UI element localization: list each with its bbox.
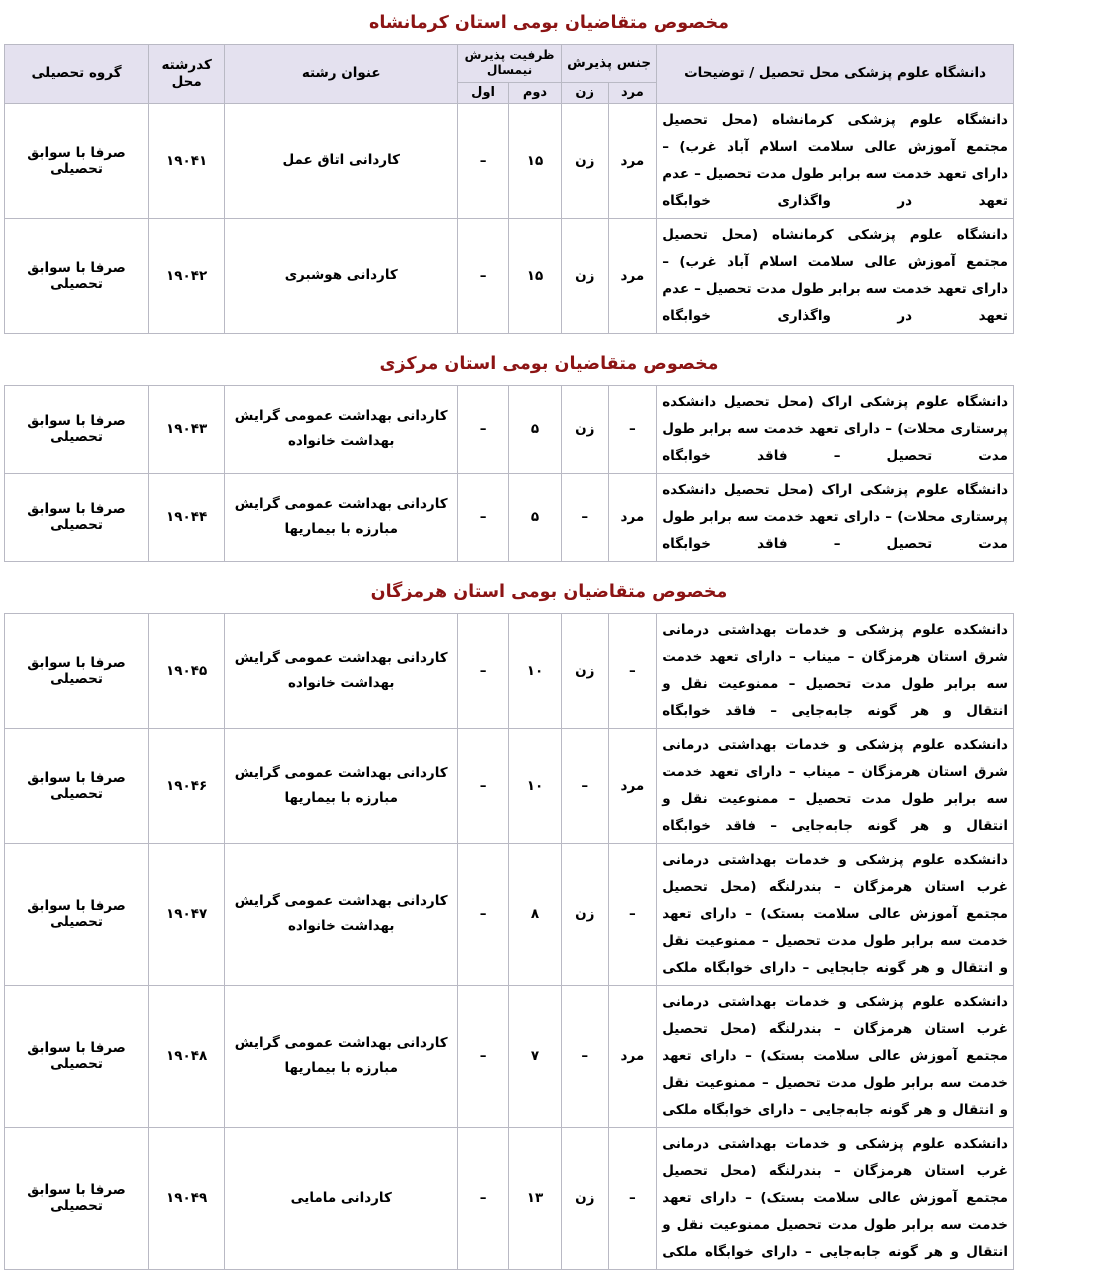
col-header-place-code: کدرشته محل	[149, 45, 225, 104]
cell-gender-female: زن	[561, 218, 608, 333]
cell-gender-female: زن	[561, 103, 608, 218]
col-header-description: دانشگاه علوم پزشکی محل تحصیل / توضیحات	[657, 45, 1014, 104]
cell-semester-first: –	[458, 1127, 509, 1269]
table-row	[5, 473, 1014, 561]
cell-place-code: ۱۹۰۴۵	[149, 613, 225, 728]
table-row	[5, 613, 1014, 728]
col-header-gender-male: مرد	[608, 82, 657, 103]
cell-semester-second: ۱۵	[509, 218, 562, 333]
cell-gender-male: –	[608, 613, 657, 728]
cell-description: دانشکده علوم پزشکی و خدمات بهداشتی درمانی شرق استان هرمزگان – میناب – دارای تعهد خدمت سه برابر طول مدت تحصیل – ممنوعیت نقل و انتقال و هر گونه جابه‌جایی – فاقد خوابگاه	[657, 728, 1014, 843]
cell-study-group: صرفا با سوابق تحصیلی	[5, 218, 149, 333]
cell-gender-male: مرد	[608, 985, 657, 1127]
cell-semester-first: –	[458, 218, 509, 333]
cell-gender-female: –	[561, 728, 608, 843]
col-header-semester-first: اول	[458, 82, 509, 103]
cell-gender-male: –	[608, 1127, 657, 1269]
col-header-semester-second: دوم	[509, 82, 562, 103]
cell-place-code: ۱۹۰۴۱	[149, 103, 225, 218]
cell-field-title: کاردانی اتاق عمل	[225, 103, 458, 218]
section-title-kermanshah: مخصوص متقاضیان بومی استان کرمانشاه	[369, 13, 729, 33]
col-header-gender-female: زن	[561, 82, 608, 103]
cell-study-group: صرفا با سوابق تحصیلی	[5, 385, 149, 473]
table-header	[5, 45, 1014, 104]
cell-study-group: صرفا با سوابق تحصیلی	[5, 613, 149, 728]
cell-description: دانشکده علوم پزشکی و خدمات بهداشتی درمانی غرب استان هرمزگان – بندرلنگه (محل تحصیل مجتمع آموزش عالی سلامت بستک) – دارای تعهد خدمت سه برابر طول مدت تحصیل – ممنوعیت نقل و انتقال و هر گونه جابجایی – دارای خوابگاه ملکی	[657, 843, 1014, 985]
cell-place-code: ۱۹۰۴۶	[149, 728, 225, 843]
cell-gender-male: مرد	[608, 103, 657, 218]
cell-gender-male: –	[608, 385, 657, 473]
table-kermanshah	[4, 44, 1014, 334]
section-title-hormozgan: مخصوص متقاضیان بومی استان هرمزگان	[370, 581, 728, 602]
cell-semester-second: ۱۰	[509, 728, 562, 843]
cell-field-title: کاردانی بهداشت عمومی گرایش بهداشت خانواده	[225, 843, 458, 985]
cell-gender-male: –	[608, 843, 657, 985]
cell-place-code: ۱۹۰۴۸	[149, 985, 225, 1127]
cell-study-group: صرفا با سوابق تحصیلی	[5, 728, 149, 843]
cell-semester-first: –	[458, 385, 509, 473]
cell-semester-second: ۵	[509, 385, 562, 473]
cell-gender-male: مرد	[608, 218, 657, 333]
cell-field-title: کاردانی بهداشت عمومی گرایش بهداشت خانواده	[225, 385, 458, 473]
cell-description: دانشگاه علوم پزشکی کرمانشاه (محل تحصیل مجتمع آموزش عالی سلامت اسلام آباد غرب) – دارای تعهد خدمت سه برابر طول مدت تحصیل – عدم تعهد در واگذاری خوابگاه	[657, 218, 1014, 333]
cell-study-group: صرفا با سوابق تحصیلی	[5, 985, 149, 1127]
cell-study-group: صرفا با سوابق تحصیلی	[5, 103, 149, 218]
cell-semester-first: –	[458, 985, 509, 1127]
cell-semester-first: –	[458, 103, 509, 218]
cell-description: دانشگاه علوم پزشکی اراک (محل تحصیل دانشکده پرستاری محلات) – دارای تعهد خدمت سه برابر طول مدت تحصیل – فاقد خوابگاه	[657, 385, 1014, 473]
cell-semester-first: –	[458, 843, 509, 985]
cell-semester-second: ۱۳	[509, 1127, 562, 1269]
cell-semester-second: ۵	[509, 473, 562, 561]
cell-semester-second: ۷	[509, 985, 562, 1127]
table-markazi	[4, 385, 1014, 562]
cell-description: دانشکده علوم پزشکی و خدمات بهداشتی درمانی غرب استان هرمزگان – بندرلنگه (محل تحصیل مجتمع آموزش عالی سلامت بستک) – دارای تعهد خدمت سه برابر طول مدت تحصیل ممنوعیت نقل و انتقال و هر گونه جابه‌جایی – دارای خوابگاه ملکی	[657, 1127, 1014, 1269]
cell-field-title: کاردانی بهداشت عمومی گرایش مبارزه با بیماریها	[225, 728, 458, 843]
cell-field-title: کاردانی هوشبری	[225, 218, 458, 333]
col-header-field-title: عنوان رشته	[225, 45, 458, 104]
cell-place-code: ۱۹۰۴۷	[149, 843, 225, 985]
cell-gender-female: –	[561, 985, 608, 1127]
col-header-admission-gender: جنس پذیرش	[561, 45, 656, 83]
cell-field-title: کاردانی بهداشت عمومی گرایش مبارزه با بیماریها	[225, 985, 458, 1127]
col-header-capacity-semester: ظرفیت پذیرش نیمسال	[458, 45, 562, 83]
cell-semester-first: –	[458, 613, 509, 728]
cell-gender-female: زن	[561, 1127, 608, 1269]
cell-semester-second: ۸	[509, 843, 562, 985]
cell-place-code: ۱۹۰۴۹	[149, 1127, 225, 1269]
cell-field-title: کاردانی بهداشت عمومی گرایش بهداشت خانواده	[225, 613, 458, 728]
cell-gender-female: –	[561, 473, 608, 561]
cell-field-title: کاردانی بهداشت عمومی گرایش مبارزه با بیماریها	[225, 473, 458, 561]
cell-study-group: صرفا با سوابق تحصیلی	[5, 843, 149, 985]
cell-gender-female: زن	[561, 385, 608, 473]
cell-description: دانشگاه علوم پزشکی اراک (محل تحصیل دانشکده پرستاری محلات) – دارای تعهد خدمت سه برابر طول مدت تحصیل – فاقد خوابگاه	[657, 473, 1014, 561]
cell-description: دانشکده علوم پزشکی و خدمات بهداشتی درمانی شرق استان هرمزگان – میناب – دارای تعهد خدمت سه برابر طول مدت تحصیل – ممنوعیت نقل و انتقال و هر گونه جابه‌جایی – فاقد خوابگاه	[657, 613, 1014, 728]
table-row	[5, 1127, 1014, 1269]
table-row	[5, 103, 1014, 218]
table-hormozgan	[4, 613, 1014, 1270]
cell-gender-male: مرد	[608, 728, 657, 843]
cell-description: دانشکده علوم پزشکی و خدمات بهداشتی درمانی غرب استان هرمزگان – بندرلنگه (محل تحصیل مجتمع آموزش عالی سلامت بستک) – دارای تعهد خدمت سه برابر طول مدت تحصیل – ممنوعیت نقل و انتقال و هر گونه جابه‌جایی – دارای خوابگاه ملکی	[657, 985, 1014, 1127]
cell-description: دانشگاه علوم پزشکی کرمانشاه (محل تحصیل مجتمع آموزش عالی سلامت اسلام آباد غرب) – دارای تعهد خدمت سه برابر طول مدت تحصیل – عدم تعهد در واگذاری خوابگاه	[657, 103, 1014, 218]
table-row	[5, 385, 1014, 473]
cell-place-code: ۱۹۰۴۴	[149, 473, 225, 561]
cell-semester-first: –	[458, 473, 509, 561]
table-row	[5, 985, 1014, 1127]
cell-place-code: ۱۹۰۴۲	[149, 218, 225, 333]
cell-gender-male: مرد	[608, 473, 657, 561]
cell-semester-second: ۱۰	[509, 613, 562, 728]
col-header-study-group: گروه تحصیلی	[5, 45, 149, 104]
cell-semester-second: ۱۵	[509, 103, 562, 218]
cell-gender-female: زن	[561, 613, 608, 728]
cell-field-title: کاردانی مامایی	[225, 1127, 458, 1269]
section-title-markazi: مخصوص متقاضیان بومی استان مرکزی	[379, 353, 719, 374]
table-row	[5, 218, 1014, 333]
cell-place-code: ۱۹۰۴۳	[149, 385, 225, 473]
cell-study-group: صرفا با سوابق تحصیلی	[5, 473, 149, 561]
table-row	[5, 728, 1014, 843]
table-row	[5, 843, 1014, 985]
cell-semester-first: –	[458, 728, 509, 843]
cell-gender-female: زن	[561, 843, 608, 985]
cell-study-group: صرفا با سوابق تحصیلی	[5, 1127, 149, 1269]
